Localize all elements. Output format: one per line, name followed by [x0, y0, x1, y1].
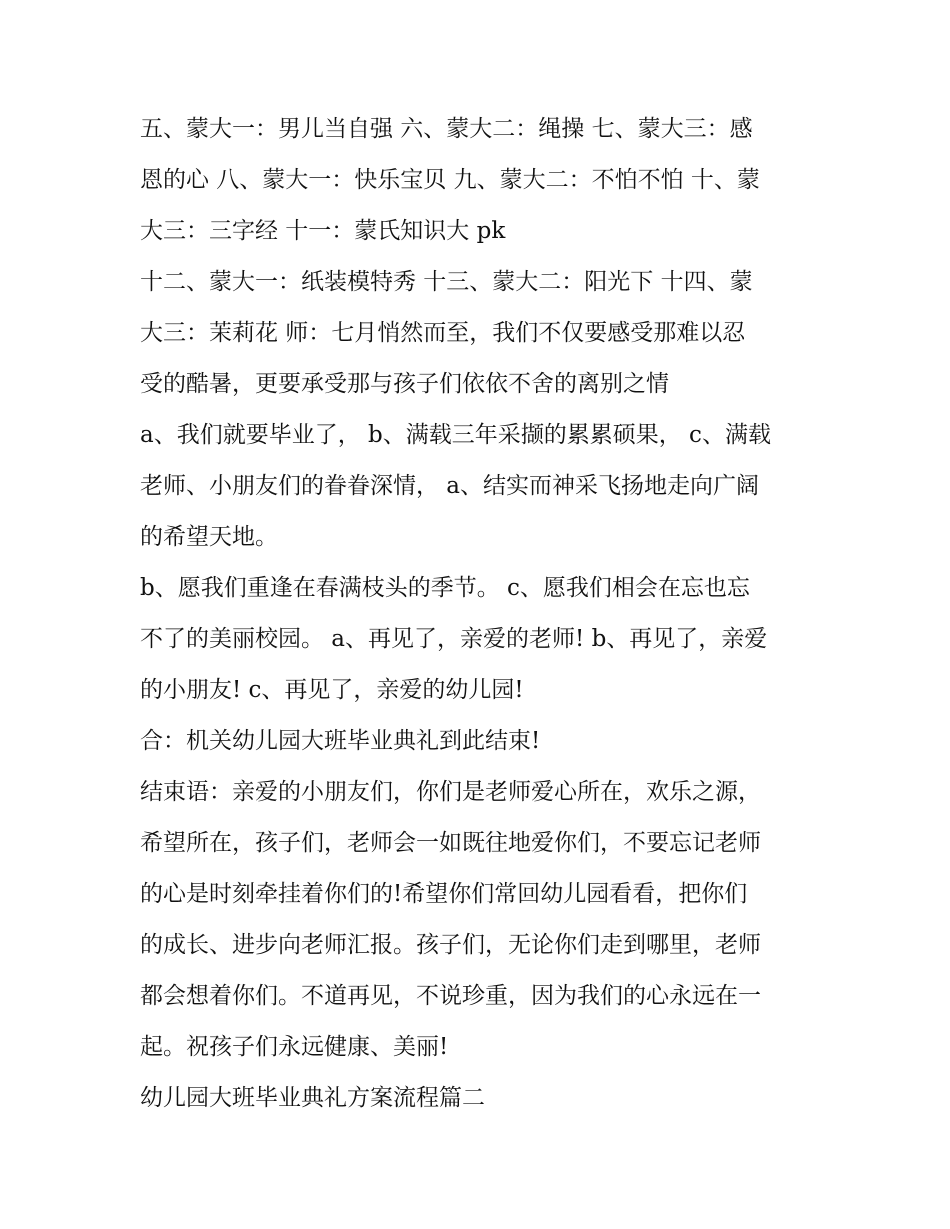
document-body — [140, 104, 820, 1124]
text-line: 的希望天地。 — [140, 524, 278, 550]
text-line: 的心是时刻牵挂着你们的!希望你们常回幼儿园看看，把你们 — [140, 881, 748, 907]
section-heading: 幼儿园大班毕业典礼方案流程篇二 — [140, 1085, 485, 1111]
text-line: a、我们就要毕业了， b、满载三年采撷的累累硕果， c、满载 — [140, 422, 771, 448]
text-line: 合：机关幼儿园大班毕业典礼到此结束! — [140, 728, 541, 754]
text-line: 的成长、进步向老师汇报。孩子们，无论你们走到哪里，老师 — [140, 932, 761, 958]
text-line: 都会想着你们。不道再见，不说珍重，因为我们的心永远在一 — [140, 983, 761, 1009]
text-line: 恩的心 八、蒙大一：快乐宝贝 九、蒙大二：不怕不怕 十、蒙 — [140, 167, 760, 193]
text-line: 五、蒙大一：男儿当自强 六、蒙大二：绳操 七、蒙大三：感 — [140, 116, 753, 142]
text-line: 大三：茉莉花 师：七月悄然而至，我们不仅要感受那难以忍 — [140, 320, 746, 346]
text-line: b、愿我们重逢在春满枝头的季节。 c、愿我们相会在忘也忘 — [140, 575, 750, 601]
text-line: 希望所在，孩子们，老师会一如既往地爱你们，不要忘记老师 — [140, 830, 761, 856]
text-line: 大三：三字经 十一：蒙氏知识大 pk — [140, 218, 506, 244]
text-line: 结束语：亲爱的小朋友们，你们是老师爱心所在，欢乐之源， — [140, 779, 761, 805]
text-line: 十二、蒙大一：纸装模特秀 十三、蒙大二：阳光下 十四、蒙 — [140, 269, 753, 295]
text-line: 老师、小朋友们的眷眷深情， a、结实而神采飞扬地走向广阔 — [140, 473, 760, 499]
text-line: 受的酷暑，更要承受那与孩子们依依不舍的离别之情 — [140, 371, 669, 397]
text-line: 的小朋友! c、再见了，亲爱的幼儿园! — [140, 677, 524, 703]
text-line: 起。祝孩子们永远健康、美丽! — [140, 1034, 449, 1060]
text-line: 不了的美丽校园。 a、再见了，亲爱的老师! b、再见了，亲爱 — [140, 626, 768, 652]
